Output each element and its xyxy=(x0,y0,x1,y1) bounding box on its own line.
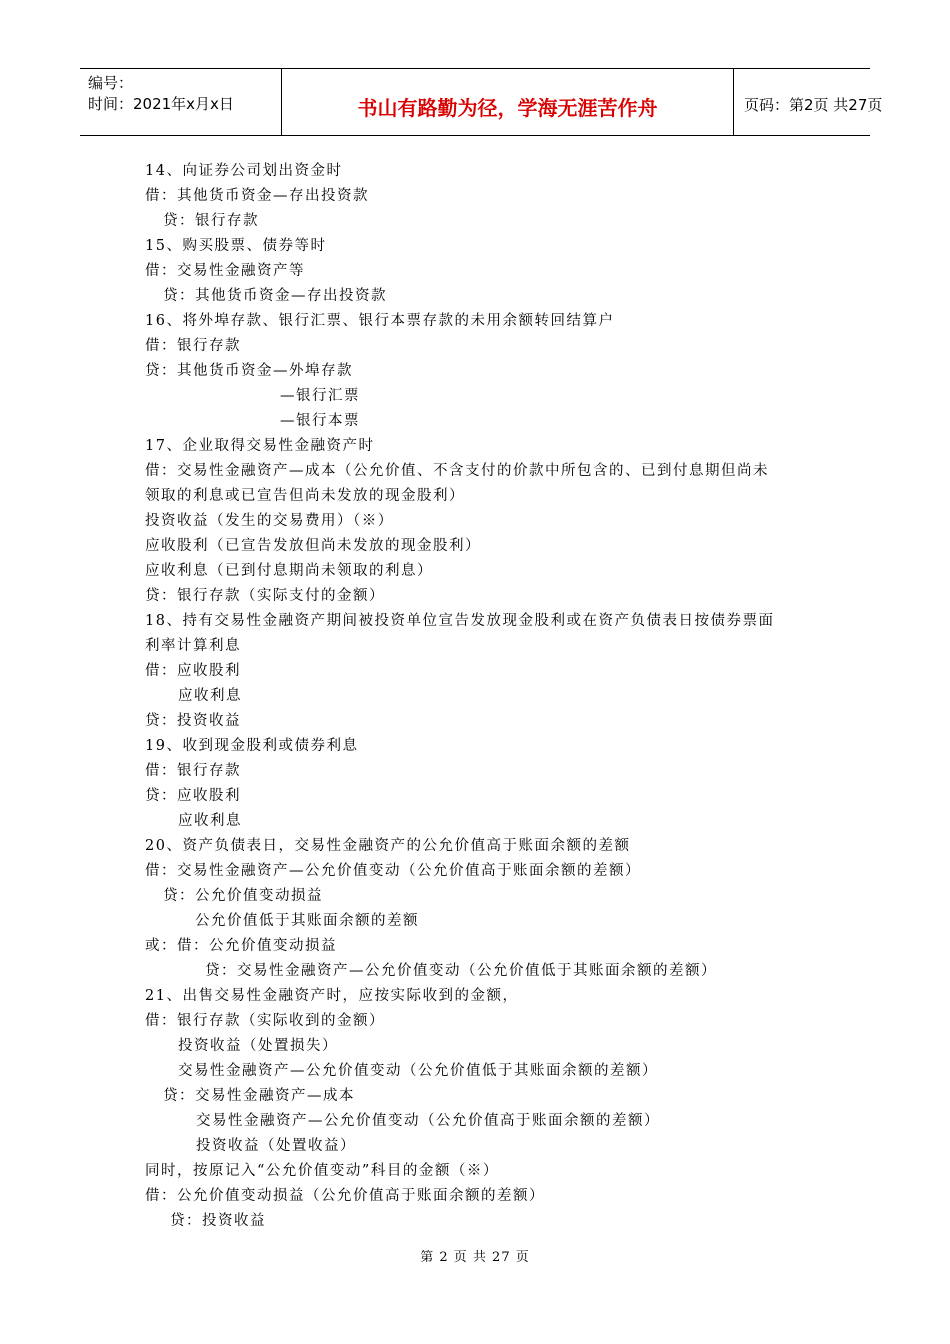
page-header xyxy=(80,68,883,136)
text-line: 公允价值低于其账面余额的差额 xyxy=(195,913,419,929)
serial-label: 编号： xyxy=(88,74,134,92)
text-line: 借：公允价值变动损益（公允价值高于账面余额的差额） xyxy=(145,1188,545,1204)
text-line: 19、收到现金股利或债券利息 xyxy=(145,738,359,754)
text-line: 贷：交易性金融资产—公允价值变动（公允价值低于其账面余额的差额） xyxy=(205,963,717,979)
text-line: 借：银行存款（实际收到的金额） xyxy=(145,1013,385,1029)
text-line: 贷：银行存款（实际支付的金额） xyxy=(145,588,385,604)
text-line: 应收利息（已到付息期尚未领取的利息） xyxy=(145,563,433,579)
time-label: 时间：2021年x月x日 xyxy=(88,95,234,113)
text-line: 贷：投资收益 xyxy=(170,1213,266,1229)
text-line: 贷：应收股利 xyxy=(145,788,241,804)
text-line: 贷：公允价值变动损益 xyxy=(163,888,323,904)
text-line: —银行汇票 xyxy=(280,388,360,404)
text-line: 应收股利（已宣告发放但尚未发放的现金股利） xyxy=(145,538,481,554)
text-line: 交易性金融资产—公允价值变动（公允价值高于账面余额的差额） xyxy=(196,1113,660,1129)
header-page-cell xyxy=(734,69,883,135)
text-line: 16、将外埠存款、银行汇票、银行本票存款的未用余额转回结算户 xyxy=(145,313,615,329)
motto-text: 书山有路勤为径，学海无涯苦作舟 xyxy=(357,96,658,120)
header-meta-cell xyxy=(80,69,282,135)
text-line: 18、持有交易性金融资产期间被投资单位宣告发放现金股利或在资产负债表日按债券票面 xyxy=(145,613,775,629)
text-line: 借：交易性金融资产—公允价值变动（公允价值高于账面余额的差额） xyxy=(145,863,641,879)
text-line: 借：其他货币资金—存出投资款 xyxy=(145,188,369,204)
text-line: 交易性金融资产—公允价值变动（公允价值低于其账面余额的差额） xyxy=(178,1063,658,1079)
text-line: 借：银行存款 xyxy=(145,763,241,779)
text-line: 利率计算利息 xyxy=(145,638,241,654)
text-line: 17、企业取得交易性金融资产时 xyxy=(145,438,375,454)
text-line: 14、向证券公司划出资金时 xyxy=(145,163,343,179)
text-line: 21、出售交易性金融资产时，应按实际收到的金额， xyxy=(145,988,519,1004)
text-line: 20、资产负债表日，交易性金融资产的公允价值高于账面余额的差额 xyxy=(145,838,631,854)
text-line: 贷：投资收益 xyxy=(145,713,241,729)
text-line: 投资收益（发生的交易费用）（※） xyxy=(145,513,394,529)
text-line: 15、购买股票、债券等时 xyxy=(145,238,327,254)
text-line: —银行本票 xyxy=(280,413,360,429)
text-line: 或：借：公允价值变动损益 xyxy=(145,938,337,954)
text-line: 借：交易性金融资产—成本（公允价值、不含支付的价款中所包含的、已到付息期但尚未 xyxy=(145,463,769,479)
header-motto-cell xyxy=(282,69,734,135)
text-line: 应收利息 xyxy=(178,813,242,829)
text-line: 投资收益（处置收益） xyxy=(196,1138,356,1154)
text-line: 贷：其他货币资金—外埠存款 xyxy=(145,363,353,379)
text-line: 借：银行存款 xyxy=(145,338,241,354)
footer-page-number: 第 2 页 共 27 页 xyxy=(420,1250,530,1265)
text-line: 应收利息 xyxy=(178,688,242,704)
text-line: 贷：交易性金融资产—成本 xyxy=(163,1088,355,1104)
text-line: 贷：银行存款 xyxy=(163,213,259,229)
text-line: 借：应收股利 xyxy=(145,663,241,679)
text-line: 贷：其他货币资金—存出投资款 xyxy=(163,288,387,304)
text-line: 投资收益（处置损失） xyxy=(178,1038,338,1054)
text-line: 领取的利息或已宣告但尚未发放的现金股利） xyxy=(145,488,465,504)
page-info: 页码：第2页 共27页 xyxy=(744,96,883,114)
text-line: 同时，按原记入“公允价值变动”科目的金额（※） xyxy=(145,1163,499,1179)
text-line: 借：交易性金融资产等 xyxy=(145,263,305,279)
page-footer xyxy=(0,1246,950,1265)
